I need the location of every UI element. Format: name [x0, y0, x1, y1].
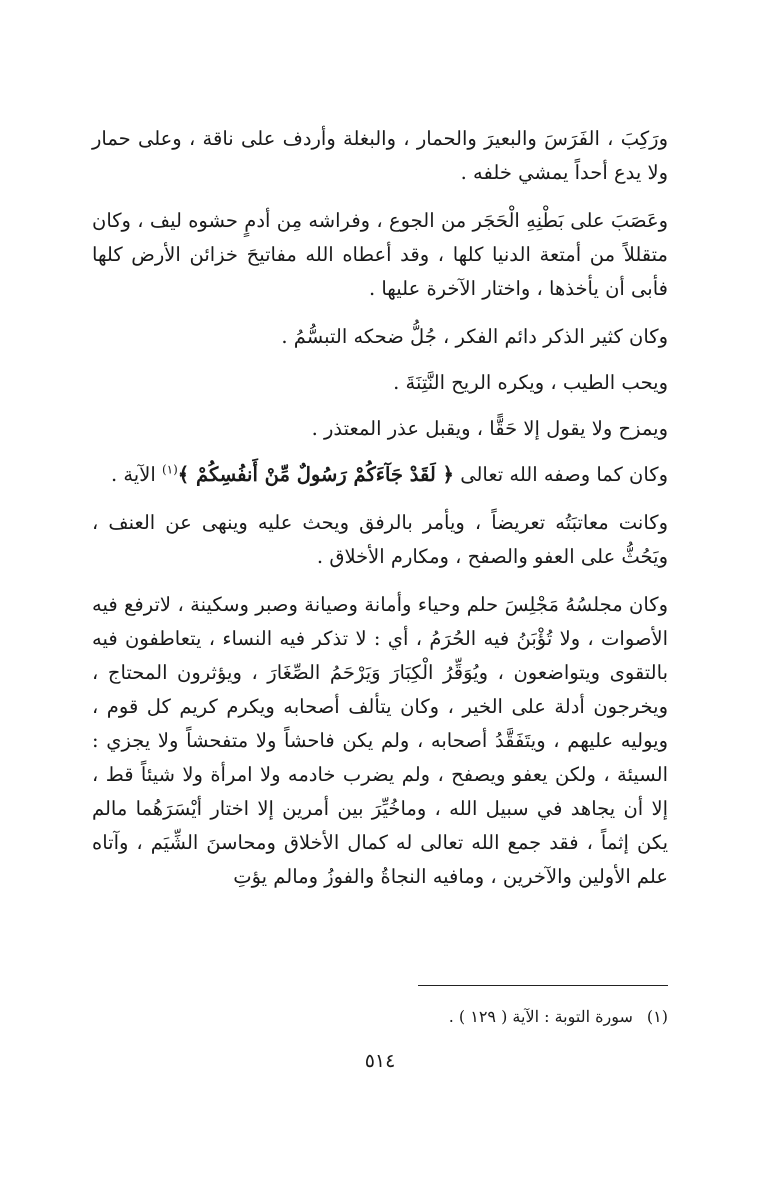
page-body [92, 122, 668, 908]
footnote-divider [418, 985, 668, 986]
footnote [449, 1005, 668, 1029]
paragraph-riding: ورَكِبَ ، الفَرَسَ والبعيرَ والحمار ، والبغلة وأردف على ناقة ، وعلى حمار ولا يدع أحداً يمشي خلفه . [92, 127, 668, 184]
paragraph-joking: ويمزح ولا يقول إلا حَقًّا ، ويقبل عذر المعتذر . [311, 417, 668, 440]
paragraph-asceticism: وعَصَبَ على بَطْنِهِ الْحَجَر من الجوع ، وفراشه مِن أدمٍ حشوه ليف ، وكان متقللاً من أمتعة الدنيا كلها ، وقد أعطاه الله مفاتيحَ خزائن الأرض كلها فأبى أن يأخذها ، واختار الآخرة عليها . [92, 209, 668, 300]
quran-verse: ﴿ لَقَدْ جَآءَكُمْ رَسُولٌ مِّنْ أَنفُسِكُمْ ﴾ [177, 463, 454, 486]
paragraph-remembrance: وكان كثير الذكر دائم الفكر ، جُلُّ ضحكه التبسُّمُ . [281, 325, 668, 348]
footnote-text: سورة التوبة : الآية ( ١٢٩ ) . [448, 1007, 633, 1026]
verse-intro: وكان كما وصفه الله تعالى [460, 463, 668, 486]
paragraph-rebuke: وكانت معاتبَتُه تعريضاً ، ويأمر بالرفق ويحث عليه وينهى عن العنف ، ويَحُثُّ على العفو والصفح ، ومكارم الأخلاق . [92, 511, 668, 568]
paragraph-verse [92, 458, 668, 492]
footnote-number: (١) [646, 1007, 668, 1026]
page-number: ٥١٤ [364, 1050, 396, 1072]
verse-outro: الآية . [110, 463, 156, 486]
footnote-marker[interactable]: (١) [161, 462, 178, 477]
paragraph-gathering: وكان مجلسُهُ مَجْلِسَ حلم وحياء وأمانة وصيانة وصبر وسكينة ، لاترفع فيه الأصوات ، ولا تُؤْبَنُ فيه الحُرَمُ ، أي : لا تذكر فيه النساء ، يتعاطفون فيه بالتقوى ويتواضعون ، ويُوَقِّرُ الْكِبَارَ وَيَرْحَمُ الصِّغَارَ ، ويؤثرون المحتاج ، ويخرجون أدلة على الخير ، وكان يتألف أصحابه ويكرم كريم كل قوم ، ويوليه عليهم ، ويتَفَقَّدُ أصحابه ، ولم يكن فاحشاً ولا متفحشاً ولا يجزي : السيئة ، ولكن يعفو ويصفح ، ولم يضرب خادمه ولا امرأة ولا شيئاً قط ، إلا أن يجاهد في سبيل الله ، وماخُيِّرَ بين أمرين إلا اختار أيْسَرَهُما مالم يكن إثماً ، فقد جمع الله تعالى له كمال الأخلاق ومحاسنَ الشِّيَم ، وآتاه علم الأولين والآخرين ، ومافيه النجاةُ والفوزُ ومالم يؤتِ [92, 593, 668, 888]
paragraph-perfume: ويحب الطيب ، ويكره الريح النَّتِنَةَ . [393, 371, 668, 394]
